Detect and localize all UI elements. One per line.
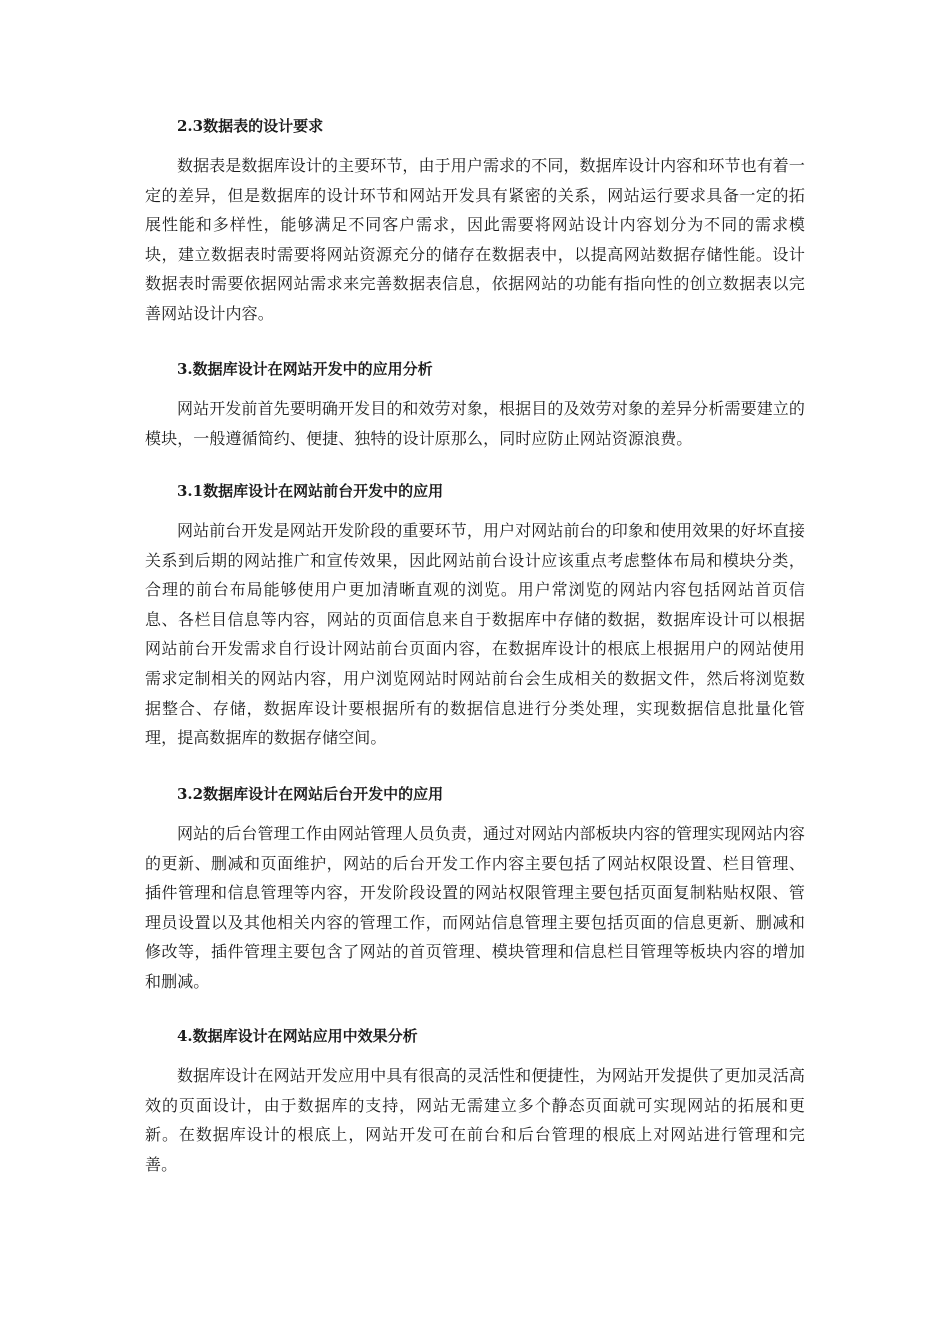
section-paragraph-4: 数据库设计在网站开发应用中具有很高的灵活性和便捷性，为网站开发提供了更加灵活高效的页面设计，由于数据库的支持，网站无需建立多个静态页面就可实现网站的拓展和更新。在数据库设计的根底上，网站开发可在前台和后台管理的根底上对网站进行管理和完善。	[145, 1066, 805, 1174]
section-heading-2-3: 2.3数据表的设计要求	[177, 117, 324, 135]
section-paragraph-3-1: 网站前台开发是网站开发阶段的重要环节，用户对网站前台的印象和使用效果的好坏直接关系到后期的网站推广和宣传效果，因此网站前台设计应该重点考虑整体布局和模块分类，合理的前台布局能够使用户更加清晰直观的浏览。用户常浏览的网站内容包括网站首页信息、各栏目信息等内容，网站的页面信息来自于数据库中存储的数据，数据库设计可以根据网站前台开发需求自行设计网站前台页面内容，在数据库设计的根底上根据用户的网站使用需求定制相关的网站内容，用户浏览网站时网站前台会生成相关的数据文件，然后将浏览数据整合、存储，数据库设计要根据所有的数据信息进行分类处理，实现数据信息批量化管理，提高数据库的数据存储空间。	[145, 521, 805, 748]
section-paragraph-3: 网站开发前首先要明确开发目的和效劳对象，根据目的及效劳对象的差异分析需要建立的模块，一般遵循简约、便捷、独特的设计原那么，同时应防止网站资源浪费。	[145, 399, 805, 448]
section-paragraph-2-3: 数据表是数据库设计的主要环节，由于用户需求的不同，数据库设计内容和环节也有着一定的差异，但是数据库的设计环节和网站开发具有紧密的关系，网站运行要求具备一定的拓展性能和多样性，能够满足不同客户需求，因此需要将网站设计内容划分为不同的需求模块，建立数据表时需要将网站资源充分的储存在数据表中，以提高网站数据存储性能。设计数据表时需要依据网站需求来完善数据表信息，依据网站的功能有指向性的创立数据表以完善网站设计内容。	[145, 156, 805, 323]
section-heading-4: 4.数据库设计在网站应用中效果分析	[177, 1027, 418, 1045]
section-heading-3-2: 3.2数据库设计在网站后台开发中的应用	[177, 785, 444, 803]
section-heading-3-1: 3.1数据库设计在网站前台开发中的应用	[177, 482, 444, 500]
section-heading-3: 3.数据库设计在网站开发中的应用分析	[177, 360, 433, 378]
section-paragraph-3-2: 网站的后台管理工作由网站管理人员负责，通过对网站内部板块内容的管理实现网站内容的更新、删减和页面维护，网站的后台开发工作内容主要包括了网站权限设置、栏目管理、插件管理和信息管理等内容，开发阶段设置的网站权限管理主要包括页面复制粘贴权限、管理员设置以及其他相关内容的管理工作，而网站信息管理主要包括页面的信息更新、删减和修改等，插件管理主要包含了网站的首页管理、模块管理和信息栏目管理等板块内容的增加和删减。	[145, 824, 805, 991]
